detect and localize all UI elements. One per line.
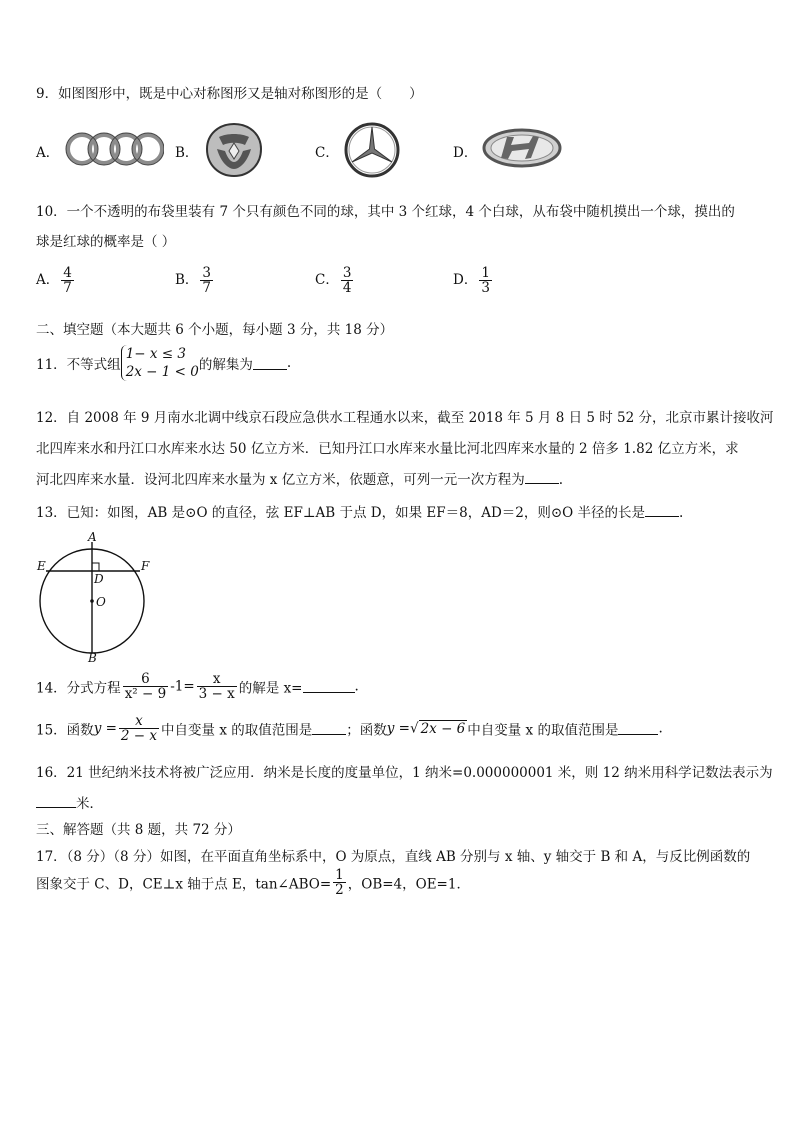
q13-stem-wrap xyxy=(36,501,683,521)
fraction-numerator: x xyxy=(197,672,237,687)
q13-end: . xyxy=(679,505,684,521)
q10-option-c xyxy=(315,266,355,295)
q16-line2-wrap xyxy=(36,792,103,812)
fraction-numerator: 1 xyxy=(335,867,344,883)
q13-stem: 13．已知：如图，AB 是⊙O 的直径，弦 EF⊥AB 于点 D，如果 EF＝8，AD＝2，则⊙O 半径的长是 xyxy=(36,505,646,521)
q17-line2 xyxy=(36,868,470,897)
q10-stem-line1: 10．一个不透明的布袋里装有 7 个只有颜色不同的球，其中 3 个红球，4 个白球，从布袋中随机摸出一个球，摸出的 xyxy=(36,204,735,220)
q15 xyxy=(36,714,663,743)
q9-option-d-label: D． xyxy=(453,145,478,161)
q11-inequality-1: 1− x ≤ 3 xyxy=(125,346,186,362)
q9-option-b-label: B． xyxy=(175,145,199,161)
q16-answer-blank[interactable] xyxy=(36,795,76,808)
q15-y2: y = xyxy=(386,720,410,737)
q9-stem: 9．如图图形中，既是中心对称图形又是轴对称图形的是（ ） xyxy=(36,86,423,102)
fraction-denominator: 4 xyxy=(342,280,352,297)
q12-line2: 北四库来水和丹江口水库来水达 50 亿立方米．已知丹江口水库来水量比河北四库来水量的 2 倍多 1.82 亿立方米，求 xyxy=(36,441,739,457)
fraction-denominator: 7 xyxy=(63,280,72,297)
q14-mid: -1= xyxy=(170,678,195,695)
q15-answer-blank-2[interactable] xyxy=(618,722,658,735)
q10-option-b-label: B． xyxy=(175,272,199,289)
q17-tan-fraction xyxy=(333,868,346,897)
q14-suffix: 的解是 x= xyxy=(238,680,303,697)
fraction-numerator: 3 xyxy=(202,265,212,281)
sqrt-icon: √ xyxy=(409,720,419,737)
oval-h-logo-icon xyxy=(481,127,563,169)
label-f: F xyxy=(141,559,150,573)
label-d: D xyxy=(94,572,104,586)
q10-option-a xyxy=(36,266,76,295)
q14 xyxy=(36,672,359,701)
label-a: A xyxy=(88,530,97,544)
q13-answer-blank[interactable] xyxy=(645,504,679,517)
q15-fraction xyxy=(119,714,159,743)
dragon-shield-logo-icon xyxy=(203,121,265,179)
q10-option-d-label: D． xyxy=(453,272,478,289)
fraction-numerator: 4 xyxy=(63,265,72,281)
q14-fraction-1 xyxy=(123,672,169,701)
q10-option-d-fraction xyxy=(479,266,492,295)
q9-option-a-label: A． xyxy=(36,145,60,161)
fraction-denominator: 3 xyxy=(481,280,490,297)
four-rings-logo-icon xyxy=(64,130,164,168)
q15-suffix: 中自变量 x 的取值范围是 xyxy=(467,722,619,739)
center-point xyxy=(90,599,94,603)
q10-option-a-fraction xyxy=(61,266,74,295)
q10-option-c-fraction xyxy=(341,266,354,295)
q12-line1: 12．自 2008 年 9 月南水北调中线京石段应急供水工程通水以来，截至 2018 年 5 月 8 日 5 时 52 分，北京市累计接收河 xyxy=(36,410,774,426)
q10-option-b-fraction xyxy=(200,266,213,295)
q17-line1: 17．（8 分）（8 分）如图，在平面直角坐标系中，O 为原点，直线 AB 分别与 x 轴、y 轴交于 B 和 A，与反比例函数的 xyxy=(36,849,751,865)
fraction-numerator: 6 xyxy=(123,672,169,687)
section-3-title: 三、解答题（共 8 题，共 72 分） xyxy=(36,822,241,838)
q14-end: . xyxy=(354,678,359,695)
q11-inequality-system xyxy=(121,345,199,381)
three-point-star-logo-icon xyxy=(343,121,401,179)
q10-option-c-label: C． xyxy=(315,272,339,289)
q12-end: . xyxy=(558,472,563,488)
right-angle-mark xyxy=(92,563,99,571)
label-o: O xyxy=(96,595,106,609)
q10-stem-line2: 球是红球的概率是（ ） xyxy=(36,234,176,250)
q17-line2b: ，OB=4，OE=1． xyxy=(347,876,470,893)
q11-answer-blank[interactable] xyxy=(253,357,287,370)
q15-end: . xyxy=(658,720,663,737)
section-2-title: 二、填空题（本大题共 6 个小题，每小题 3 分，共 18 分） xyxy=(36,322,394,338)
q15-y1: y = xyxy=(93,720,117,737)
fraction-denominator: 3 − x xyxy=(198,686,235,703)
q12-answer-blank[interactable] xyxy=(525,471,559,484)
q16-line1: 16．21 世纪纳米技术将被广泛应用．纳米是长度的度量单位，1 纳米=0.000000001 米，则 12 纳米用科学记数法表示为 xyxy=(36,765,773,781)
fraction-numerator: 1 xyxy=(481,265,490,281)
q10-option-d xyxy=(453,266,494,295)
q13-circle-diagram xyxy=(36,528,156,664)
q14-prefix: 14．分式方程 xyxy=(36,680,121,697)
q15-radicand: 2x − 6 xyxy=(420,721,466,738)
q15-mid: 中自变量 x 的取值范围是 xyxy=(161,722,313,739)
fraction-numerator: 3 xyxy=(342,265,352,281)
q14-answer-blank[interactable] xyxy=(303,680,355,693)
fraction-denominator: 7 xyxy=(202,280,212,297)
q15-prefix: 15．函数 xyxy=(36,722,94,739)
q11-end: . xyxy=(286,355,292,372)
q16-line2: 米． xyxy=(76,796,103,812)
q11-inequality-2: 2x − 1 < 0 xyxy=(125,364,199,381)
q10-option-b xyxy=(175,266,215,295)
q14-fraction-2 xyxy=(197,672,237,701)
q11-prefix: 11．不等式组 xyxy=(36,357,121,374)
fraction-denominator: 2 − x xyxy=(120,728,158,745)
fraction-denominator: x² − 9 xyxy=(124,686,167,703)
label-e: E xyxy=(37,559,46,573)
fraction-denominator: 2 xyxy=(335,882,344,899)
q12-line3-wrap xyxy=(36,468,563,488)
q15-answer-blank-1[interactable] xyxy=(312,722,346,735)
fraction-numerator: x xyxy=(119,714,159,729)
q11-suffix: 的解集为 xyxy=(198,357,253,374)
q9-option-c-label: C． xyxy=(315,145,339,161)
label-b: B xyxy=(88,651,97,664)
q10-option-a-label: A． xyxy=(36,272,60,289)
q17-line2a: 图象交于 C、D，CE⊥x 轴于点 E，tan∠ABO= xyxy=(36,876,332,893)
q15-sep: ；函数 xyxy=(346,722,387,739)
q12-line3: 河北四库来水量．设河北四库来水量为 x 亿立方米，依题意，可列一元一次方程为 xyxy=(36,472,525,488)
q11 xyxy=(36,345,291,381)
